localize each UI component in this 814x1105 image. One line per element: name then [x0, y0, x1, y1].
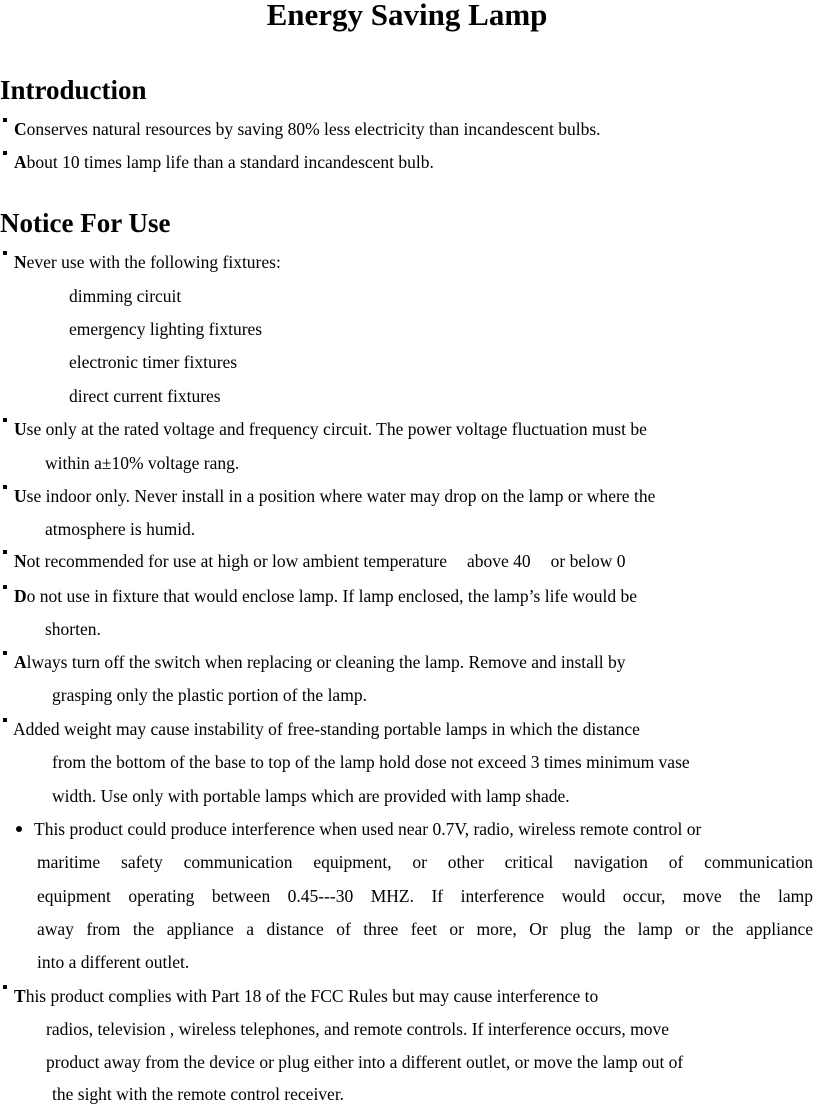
bullet-square-icon [3, 718, 7, 722]
list-item-continuation: into a different outlet. [37, 952, 190, 972]
bullet-square-icon [3, 118, 7, 122]
list-item-continuation: width. Use only with portable lamps which are provided with lamp shade. [52, 786, 570, 806]
list-item-continuation: maritime safety communication equipment, or other critical navigation of communication [37, 852, 813, 872]
notice-heading: Notice For Use [0, 208, 171, 238]
list-item: Conserves natural resources by saving 80% less electricity than incandescent bulbs. [14, 119, 601, 139]
list-item-continuation: grasping only the plastic portion of the lamp. [52, 685, 367, 705]
fixture-item: direct current fixtures [69, 386, 221, 406]
bullet-square-icon [3, 985, 7, 989]
list-item: Do not use in fixture that would enclose lamp. If lamp enclosed, the lamp’s life would be [14, 586, 638, 606]
list-item-continuation: radios, television , wireless telephones, and remote controls. If interference occurs, move [46, 1019, 669, 1039]
fixture-item: electronic timer fixtures [69, 352, 238, 372]
bullet-square-icon [3, 151, 7, 155]
list-item-continuation: away from the appliance a distance of three feet or more, Or plug the lamp or the appliance [37, 919, 813, 939]
bullet-square-icon [3, 651, 7, 655]
list-item: Use only at the rated voltage and frequency circuit. The power voltage fluctuation must be [14, 419, 647, 439]
list-item-continuation: equipment operating between 0.45---30 MHZ. If interference would occur, move the lamp [37, 886, 813, 906]
list-item-continuation: the sight with the remote control receiver. [52, 1084, 345, 1104]
list-item: Never use with the following fixtures: [14, 252, 281, 272]
list-item: This product complies with Part 18 of the FCC Rules but may cause interference to [14, 986, 599, 1006]
list-item: Always turn off the switch when replacing or cleaning the lamp. Remove and install by [14, 652, 626, 672]
list-item: This product could produce interference when used near 0.7V, radio, wireless remote control or [34, 819, 702, 839]
page-title: Energy Saving Lamp [266, 0, 548, 32]
list-item-continuation: within a±10% voltage rang. [45, 453, 240, 473]
bullet-square-icon [3, 485, 7, 489]
list-item: Use indoor only. Never install in a position where water may drop on the lamp or where the [14, 486, 656, 506]
fixture-item: dimming circuit [69, 286, 182, 306]
bullet-dot-icon [16, 826, 22, 832]
list-item-continuation: from the bottom of the base to top of the lamp hold dose not exceed 3 times minimum vase [52, 752, 690, 772]
bullet-square-icon [3, 418, 7, 422]
bullet-square-icon [3, 550, 7, 554]
introduction-heading: Introduction [0, 75, 147, 105]
bullet-square-icon [3, 585, 7, 589]
bullet-square-icon [3, 251, 7, 255]
list-item: About 10 times lamp life than a standard incandescent bulb. [14, 152, 434, 172]
list-item-continuation: atmosphere is humid. [45, 519, 196, 539]
list-item-continuation: product away from the device or plug either into a different outlet, or move the lamp out of [46, 1052, 684, 1072]
list-item-continuation: shorten. [45, 619, 101, 639]
list-item: Not recommended for use at high or low ambient temperature above 40 or below 0 [14, 551, 626, 571]
list-item: Added weight may cause instability of free-standing portable lamps in which the distance [13, 719, 640, 739]
fixture-item: emergency lighting fixtures [69, 319, 263, 339]
